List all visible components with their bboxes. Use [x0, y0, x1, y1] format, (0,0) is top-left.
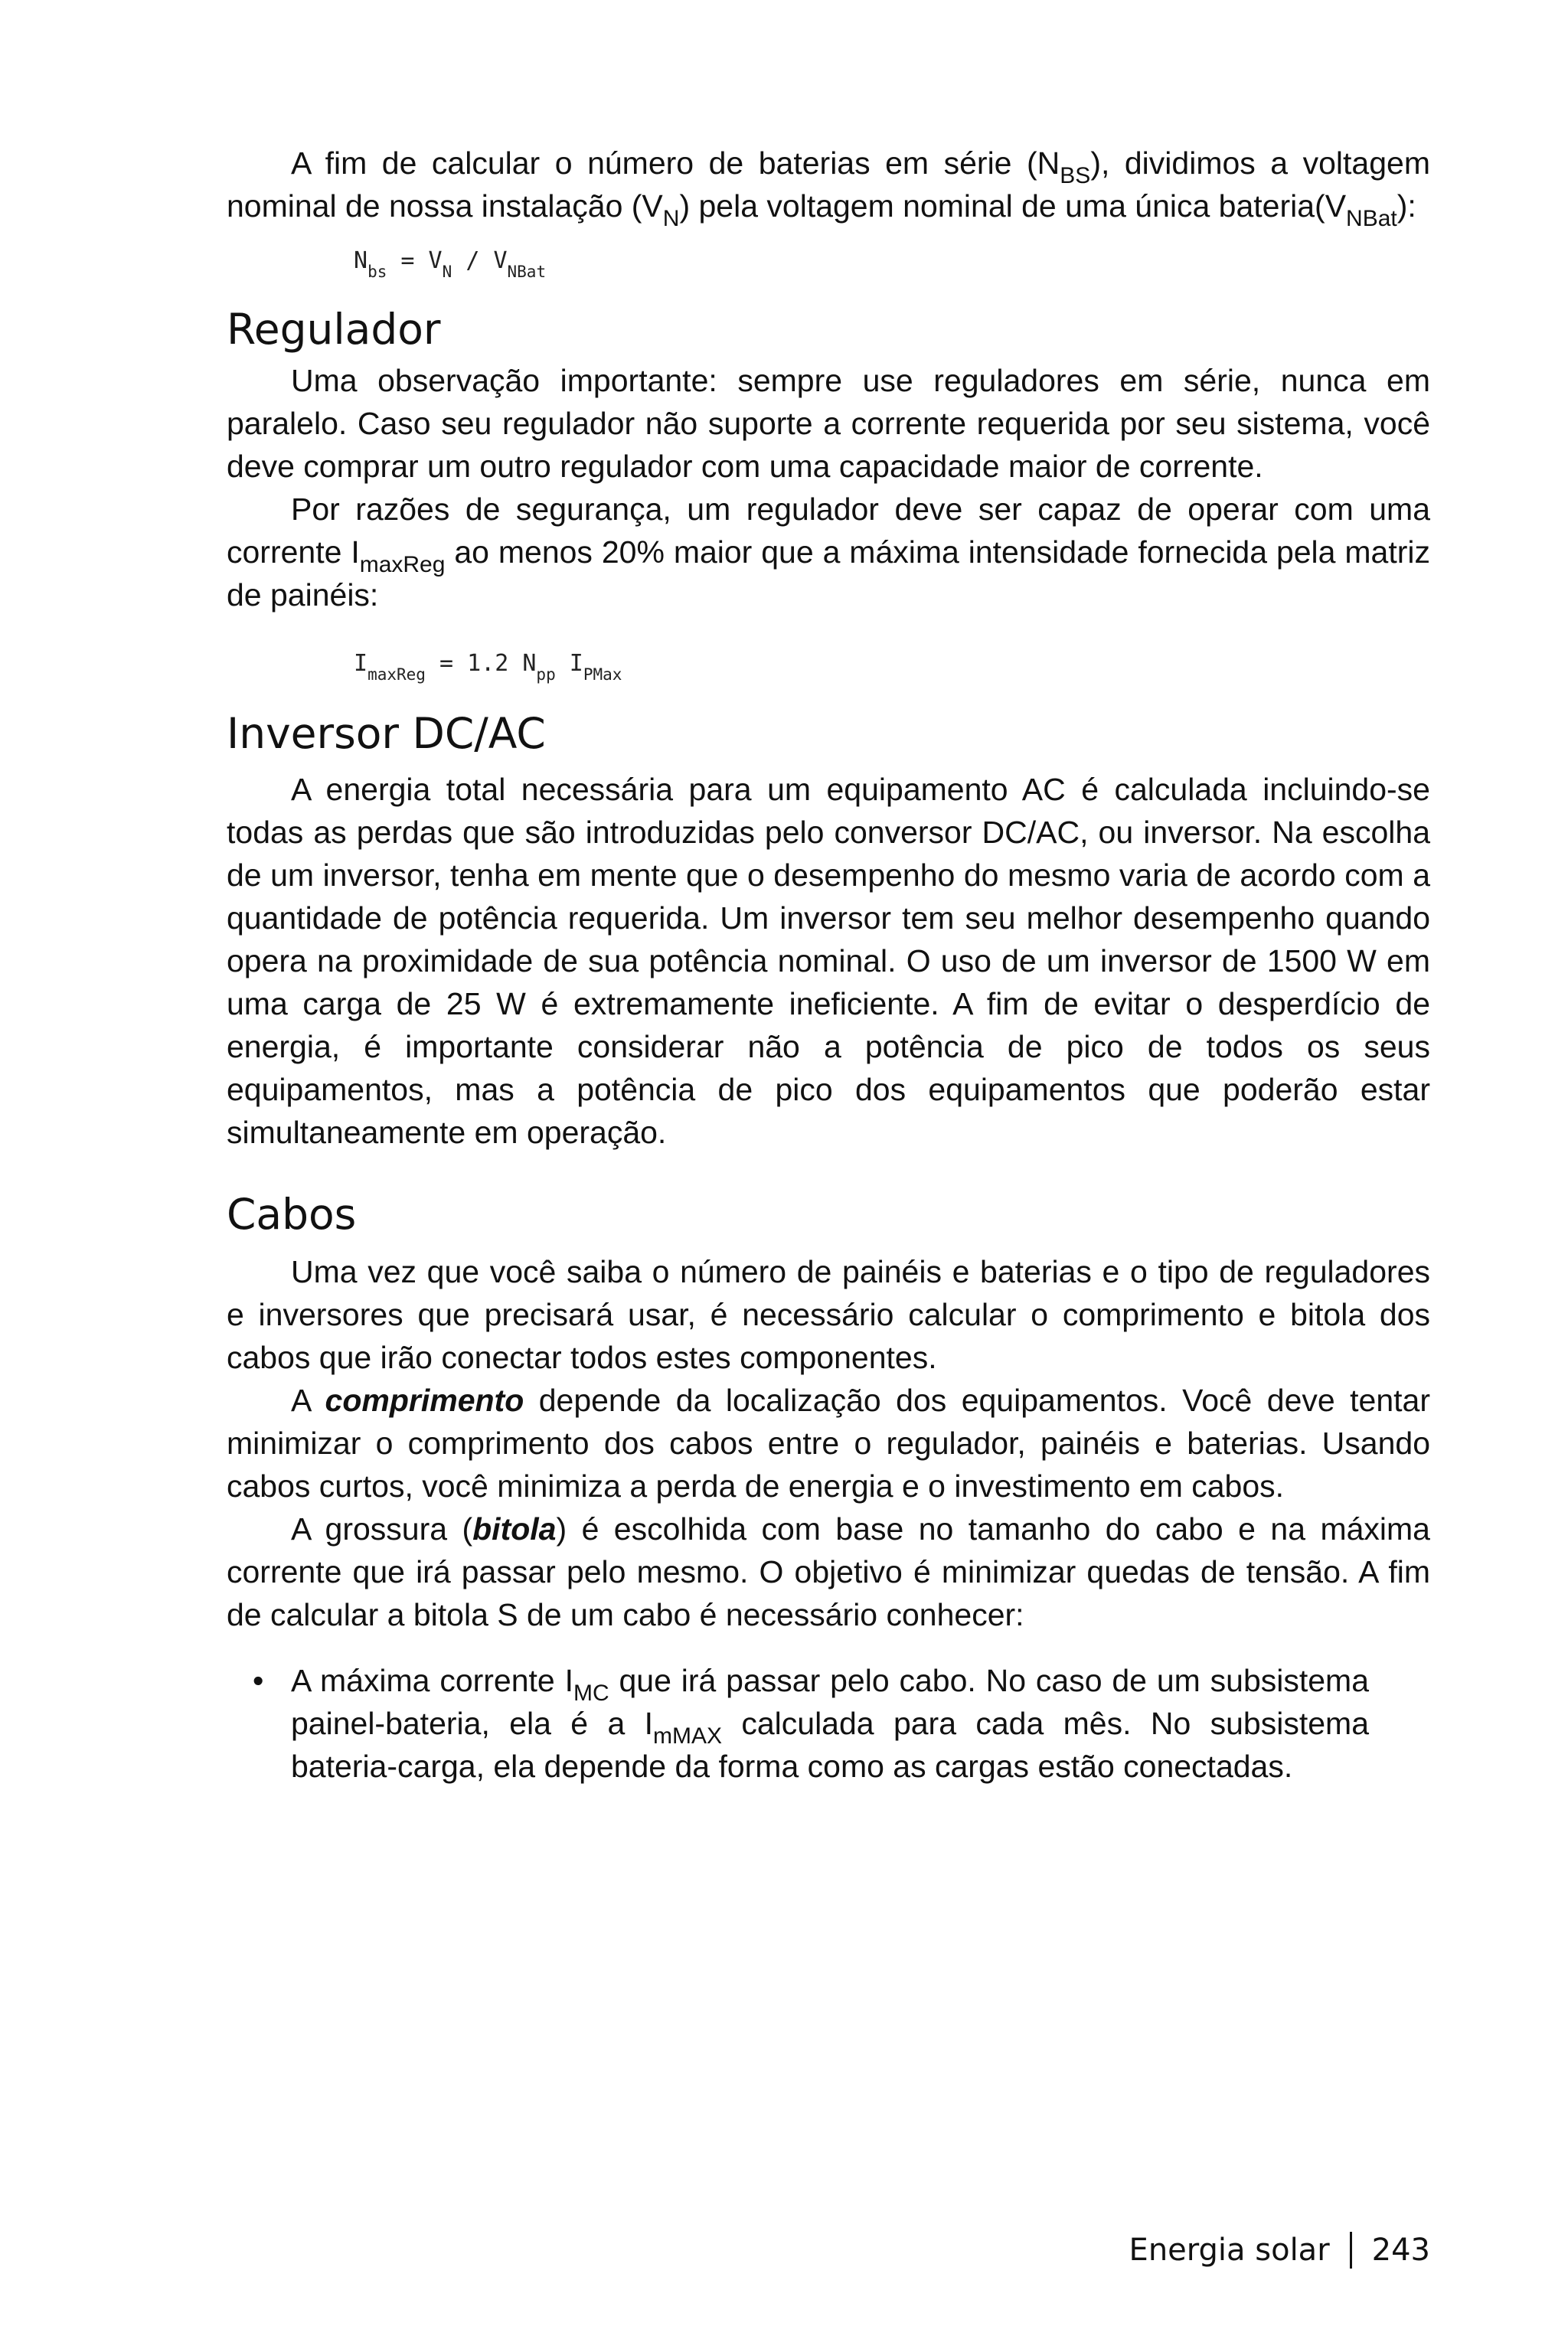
regulador-paragraph-1: Uma observação importante: sempre use reguladores em série, nunca em paralelo. Caso seu regulador não suporte a corrente requerida por seu sistema, você deve comprar um outro regulador com uma capacidade maior de corrente.	[227, 363, 1430, 484]
intro-paragraph	[227, 142, 1430, 231]
section-heading-regulador: Regulador	[227, 305, 441, 354]
formula-term: I	[555, 650, 583, 677]
paragraph-text: A máxima corrente I	[291, 1663, 573, 1698]
subscript: N	[662, 206, 680, 231]
formula-batteries-in-series	[354, 240, 1430, 283]
page-footer	[1129, 2232, 1430, 2269]
section-heading-inversor: Inversor DC/AC	[227, 709, 546, 758]
page-number: 243	[1371, 2233, 1430, 2268]
page-content	[227, 142, 1430, 1788]
intro-text: ), dividimos a voltagem nominal de nossa instalação (V	[227, 145, 1430, 224]
subscript: BS	[1060, 163, 1091, 188]
formula-term: = V	[387, 247, 443, 274]
regulador-paragraph-2	[227, 488, 1430, 616]
formula-subscript: NBat	[507, 263, 547, 281]
formula-term: = 1.2 N	[425, 650, 537, 677]
intro-text: ):	[1396, 188, 1416, 224]
paragraph-text: A grossura (	[291, 1511, 473, 1547]
cabos-paragraph-2	[227, 1379, 1430, 1508]
formula-subscript: PMax	[583, 665, 622, 684]
section-heading-cabos: Cabos	[227, 1190, 357, 1239]
subscript: NBat	[1346, 206, 1397, 231]
formula-term: / V	[452, 247, 508, 274]
list-item-text	[291, 1659, 1369, 1788]
paragraph-text: ) é escolhida com base no tamanho do cabo e na máxima corrente que irá passar pelo mesmo. O objetivo é minimizar quedas de tensão. A fim de calcular a bitola S de um cabo é necessário conhecer:	[227, 1511, 1430, 1632]
formula-subscript: maxReg	[368, 665, 426, 684]
formula-subscript: pp	[536, 665, 556, 684]
formula-subscript: bs	[368, 263, 387, 281]
paragraph-text: ao menos 20% maior que a máxima intensidade fornecida pela matriz de painéis:	[227, 534, 1430, 612]
footer-divider	[1350, 2232, 1352, 2269]
paragraph-text: depende da localização dos equipamentos. Você deve tentar minimizar o comprimento dos cabos entre o regulador, painéis e baterias. Usando cabos curtos, você minimiza a perda de energia e o investimento em cabos.	[227, 1383, 1430, 1504]
subscript: MC	[573, 1681, 609, 1706]
chapter-title: Energia solar	[1129, 2233, 1330, 2268]
intro-text: A fim de calcular o número de baterias em série (N	[291, 145, 1060, 181]
paragraph-text: calculada para cada mês. No subsistema bateria-carga, ela depende da forma como as cargas estão conectadas.	[291, 1706, 1369, 1784]
emphasis-bitola: bitola	[472, 1511, 557, 1547]
subscript: maxReg	[359, 552, 446, 577]
paragraph-text: Por razões de segurança, um regulador deve ser capaz de operar com uma corrente I	[227, 492, 1430, 570]
formula-term: N	[354, 247, 368, 274]
cabos-paragraph-3	[227, 1508, 1430, 1636]
formula-term: I	[354, 650, 368, 677]
emphasis-comprimento: comprimento	[325, 1383, 524, 1418]
intro-text: ) pela voltagem nominal de uma única bateria(V	[679, 188, 1347, 224]
subscript: mMAX	[653, 1723, 722, 1749]
paragraph-text: A	[291, 1383, 325, 1418]
cabos-paragraph-1: Uma vez que você saiba o número de painéis e baterias e o tipo de reguladores e inversores que precisará usar, é necessário calcular o comprimento e bitola dos cabos que irão conectar todos estes componentes.	[227, 1254, 1430, 1375]
list-item	[253, 1659, 1369, 1788]
formula-subscript: N	[442, 263, 452, 281]
paragraph-text: que irá passar pelo cabo. No caso de um subsistema painel-bateria, ela é a I	[291, 1663, 1369, 1741]
formula-regulator-current	[354, 642, 1430, 685]
inversor-paragraph: A energia total necessária para um equipamento AC é calculada incluindo-se todas as perdas que são introduzidas pelo conversor DC/AC, ou inversor. Na escolha de um inversor, tenha em mente que o desempenho do mesmo varia de acordo com a quantidade de potência requerida. Um inversor tem seu melhor desempenho quando opera na proximidade de sua potência nominal. O uso de um inversor de 1500 W em uma carga de 25 W é extremamente ineficiente. A fim de evitar o desperdício de energia, é importante considerar não a potência de pico de todos os seus equipamentos, mas a potência de pico dos equipamentos que poderão estar simultaneamente em operação.	[227, 772, 1430, 1150]
bullet-marker: •	[253, 1663, 264, 1698]
